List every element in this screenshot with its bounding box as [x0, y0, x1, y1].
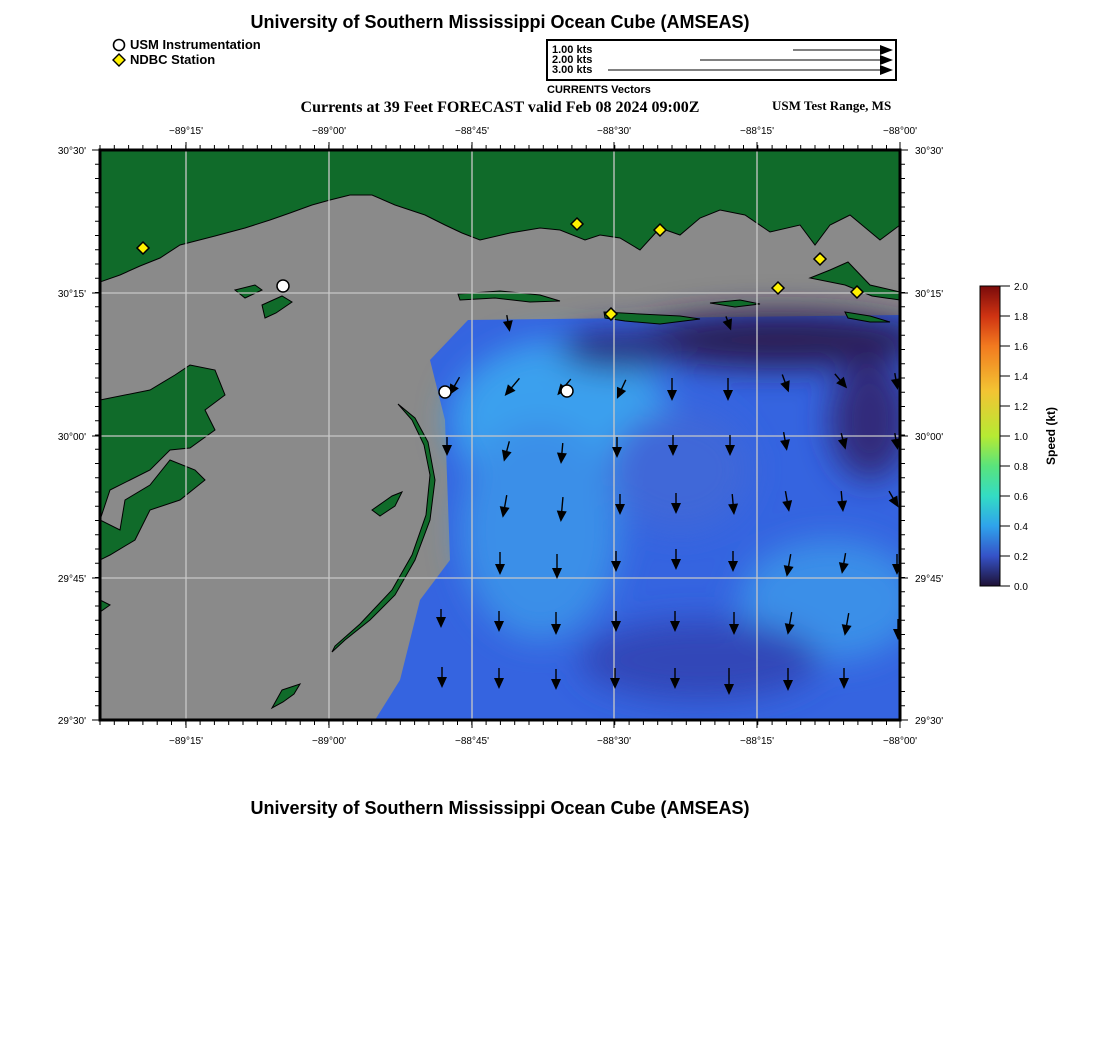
colorbar-tick-label: 1.4 [1014, 372, 1028, 383]
usm-instrument-marker[interactable] [439, 386, 451, 398]
map-subtitle: Currents at 39 Feet FORECAST valid Feb 08 2024 09:00Z [300, 99, 700, 116]
lat-label-right: 30°00' [915, 432, 944, 443]
vector-scale-label-3: 3.00 kts [552, 64, 593, 76]
colorbar-tick-label: 1.0 [1014, 432, 1028, 443]
lat-label-right: 30°30' [915, 146, 944, 157]
lat-label-left: 30°15' [57, 289, 86, 300]
colorbar-scale [980, 286, 1000, 586]
usm-instrument-marker[interactable] [561, 385, 573, 397]
colorbar-title: Speed (kt) [1044, 406, 1058, 466]
vector-scale-label-2: 2.00 kts [552, 54, 593, 66]
colorbar-tick-label: 0.4 [1014, 522, 1028, 533]
lon-label-top: −88°00' [883, 126, 917, 137]
colorbar-tick-label: 1.2 [1014, 402, 1028, 413]
lon-label-top: −88°45' [455, 126, 489, 137]
lon-label-bottom: −88°45' [455, 736, 489, 747]
lat-label-right: 30°15' [915, 289, 944, 300]
legend-usm-label: USM Instrumentation [130, 37, 261, 52]
colorbar-tick-label: 1.8 [1014, 312, 1028, 323]
colorbar-ticks [1000, 286, 1010, 586]
colorbar-tick-label: 1.6 [1014, 342, 1028, 353]
lon-label-top: −89°15' [169, 126, 203, 137]
lon-label-bottom: −88°15' [740, 736, 774, 747]
colorbar-tick-label: 0.8 [1014, 462, 1028, 473]
lat-label-left: 30°00' [57, 432, 86, 443]
lat-label-left: 30°30' [57, 146, 86, 157]
lon-label-bottom: −89°00' [312, 736, 346, 747]
bottom-title: University of Southern Mississippi Ocean Cube (AMSEAS) [250, 798, 750, 818]
usm-instrument-marker[interactable] [277, 280, 289, 292]
colorbar-tick-label: 0.0 [1014, 582, 1028, 593]
lon-label-bottom: −89°15' [169, 736, 203, 747]
vector-scale-label-1: 1.00 kts [552, 44, 593, 56]
vector-scale-caption: CURRENTS Vectors [547, 84, 651, 96]
range-label: USM Test Range, MS [772, 98, 892, 113]
colorbar-tick-label: 0.2 [1014, 552, 1028, 563]
colorbar-tick-label: 0.6 [1014, 492, 1028, 503]
lat-label-left: 29°45' [57, 574, 86, 585]
speed-colorbar [980, 282, 1058, 593]
lon-label-top: −88°15' [740, 126, 774, 137]
lon-label-top: −89°00' [312, 126, 346, 137]
lat-label-left: 29°30' [57, 716, 86, 727]
lat-label-right: 29°30' [915, 716, 944, 727]
colorbar-tick-label: 2.0 [1014, 282, 1028, 293]
speed-field [375, 312, 930, 720]
lon-label-top: −88°30' [597, 126, 631, 137]
lon-label-bottom: −88°30' [597, 736, 631, 747]
page-title: University of Southern Mississippi Ocean Cube (AMSEAS) [250, 12, 750, 32]
legend-ndbc-label: NDBC Station [130, 52, 216, 67]
lon-label-bottom: −88°00' [883, 736, 917, 747]
lat-label-right: 29°45' [915, 574, 944, 585]
